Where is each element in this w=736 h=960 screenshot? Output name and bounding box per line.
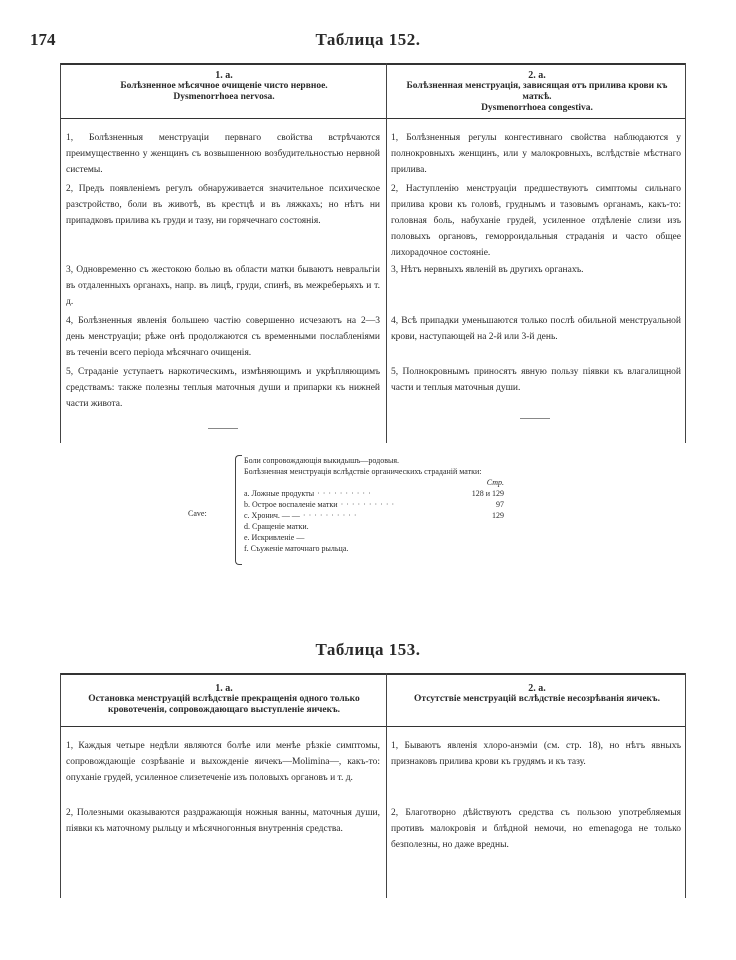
cave-row-a: a. Ложные продукты ·········· 128 и 129 — [244, 489, 504, 498]
column-number: 2. а. — [528, 70, 546, 81]
table-153-right-border — [685, 673, 686, 898]
table-153-top-rule — [60, 673, 686, 675]
cave-page-header: Стр. — [486, 478, 504, 487]
table-152-right-item-1: 1, Болѣзненныя регулы конгестивнаго свойства наблюдаются у полнокровныхъ женщинъ, или у малокровныхъ, вслѣдствіе мѣстнаго прилива. — [391, 133, 681, 175]
table-153-header-rule — [60, 726, 686, 727]
table-153-left-item-1: 1, Каждыя четыре недѣли являются болѣе или менѣе рѣзкіе симптомы, сопровождающіе созрѣваніе и выхожденіе яичекъ—Molimina—, какъ-то: опуханіе грудей, усиленное слизетеченіе изъ половыхъ органовъ и т. д. — [66, 741, 380, 783]
table-153-left-header — [68, 683, 380, 716]
cave-row-text: a. Ложные продукты — [244, 489, 315, 498]
table-153-center-divider — [386, 673, 387, 898]
table-153-left-border — [60, 673, 61, 898]
column-latin-name: Dysmenorrhoea congestiva. — [481, 103, 593, 113]
table-152-left-end-rule — [208, 428, 238, 429]
cave-row-d: d. Сращеніе матки. — [244, 522, 309, 531]
table-152-right-header — [392, 70, 682, 114]
table-153-right-item-2: 2, Благотворно дѣйствуютъ средства съ пользою употребляемыя противъ малокровія и блѣдной немочи, но emenagoga не только безполезны, но даже вредны. — [391, 808, 681, 850]
table-153-left-item-2: 2, Полезными оказываются раздражающія ножныя ванны, маточныя души, піявки къ маточному рыльцу и мѣсячногонныя внутреннія средства. — [66, 808, 380, 834]
column-number: 1. а. — [215, 70, 233, 81]
table-152-left-item-3: 3, Одновременно съ жестокою болью въ области матки бываютъ невральгіи въ отдаленныхъ органахъ, напр. въ лицѣ, груди, спинѣ, въ межреберьяхъ и т. д. — [66, 265, 380, 307]
table-152-left-border — [60, 63, 61, 443]
table-152-left-item-2: 2, Предъ появленіемъ регулъ обнаруживается значительное психическое разстройство, боли въ животѣ, въ крестцѣ и въ ляжкахъ; но нѣтъ ни припадковъ прилива къ груди и тазу, ни горячечнаго состоянія. — [66, 184, 380, 226]
cave-intro-1: Боли сопровождающія выкидышъ—родовыя. — [244, 456, 400, 465]
column-heading: Остановка менструацій вслѣдствіе прекращенія одного только кровотеченія, сопровождающаго выступленіе яичекъ. — [88, 694, 360, 715]
table-152-left-header — [68, 70, 380, 103]
cave-list — [244, 455, 504, 554]
cave-brace — [235, 455, 242, 565]
cave-row-text: b. Острое воспаленіе матки — [244, 500, 338, 509]
cave-row-f: f. Съуженіе маточнаго рыльца. — [244, 544, 349, 553]
table-152-left-item-4: 4, Болѣзненныя явленія большею частію совершенно исчезаютъ на 2—3 день менструаціи; рѣже онѣ продолжаются съ временными послабленіями въ теченіи всего періода мѣсячнаго очищенія. — [66, 316, 380, 358]
cave-row-page: 97 — [496, 500, 504, 509]
table-153-right-header — [392, 683, 682, 705]
column-number: 1. а. — [215, 683, 233, 694]
column-heading: Болѣзненная менструація, зависящая отъ прилива крови къ маткѣ. — [406, 81, 668, 102]
table-153-right-item-1: 1, Бываютъ явленія хлоро-анэміи (см. стр. 18), но нѣтъ явныхъ признаковъ прилива крови къ грудямъ и къ тазу. — [391, 741, 681, 767]
page-number: 174 — [30, 30, 56, 49]
table-152-right-item-3: 3, Нѣтъ нервныхъ явленій въ другихъ органахъ. — [391, 265, 584, 275]
table-152-title: Таблица 152. — [315, 30, 421, 49]
cave-row-b: b. Острое воспаленіе матки ·········· 97 — [244, 500, 504, 509]
table-152-left-item-1: 1, Болѣзненныя менструаціи первнаго свойства встрѣчаются преимущественно у женщинъ съ возвышенною возбудительностью нервной системы. — [66, 133, 380, 175]
table-152-right-item-2: 2, Наступленію менструаціи предшествуютъ симптомы сильнаго прилива крови къ головѣ, груднымъ и тазовымъ органамъ, какъ-то: головная боль, набуханіе грудей, усиленное отдѣленіе слизи изъ половыхъ органовъ, геморроидальныя страданія и часто общее лихорадочное состояніе. — [391, 184, 681, 258]
cave-row-page: 128 и 129 — [471, 489, 504, 498]
cave-row-text: c. Хронич. — — — [244, 511, 300, 520]
cave-row-page: 129 — [492, 511, 504, 520]
cave-intro-2: Болѣзненная менструація вслѣдствіе органическихъ страданій матки: — [244, 467, 482, 476]
table-152-right-border — [685, 63, 686, 443]
table-152-center-divider — [386, 63, 387, 443]
column-latin-name: Dysmenorrhoea nervosa. — [173, 92, 275, 102]
cave-row-c: c. Хронич. — — ·········· 129 — [244, 511, 504, 520]
table-153-title: Таблица 153. — [315, 640, 421, 659]
column-heading: Болѣзненное мѣсячное очищеніе чисто нервное. — [120, 81, 328, 91]
cave-label: Cave: — [188, 509, 207, 518]
table-152-right-end-rule — [520, 418, 550, 419]
column-heading: Отсутствіе менструацій вслѣдствіе несозрѣванія яичекъ. — [414, 694, 660, 704]
table-152-left-item-5: 5, Страданіе уступаетъ наркотическимъ, измѣняющимъ и укрѣпляющимъ средствамъ: также полезны теплыя маточныя души и припарки къ нижней части живота. — [66, 367, 380, 409]
table-152-top-rule — [60, 63, 686, 65]
cave-row-e: e. Искривленіе — — [244, 533, 305, 542]
table-152-right-item-4: 4, Всѣ припадки уменьшаются только послѣ обильной менструальной крови, наступающей на 2-й или 3-й день. — [391, 316, 681, 342]
table-152-right-item-5: 5, Полнокровнымъ приносятъ явную пользу піявки къ влагалищной части и теплыя маточныя души. — [391, 367, 681, 393]
table-152-header-rule — [60, 118, 686, 119]
column-number: 2. а. — [528, 683, 546, 694]
